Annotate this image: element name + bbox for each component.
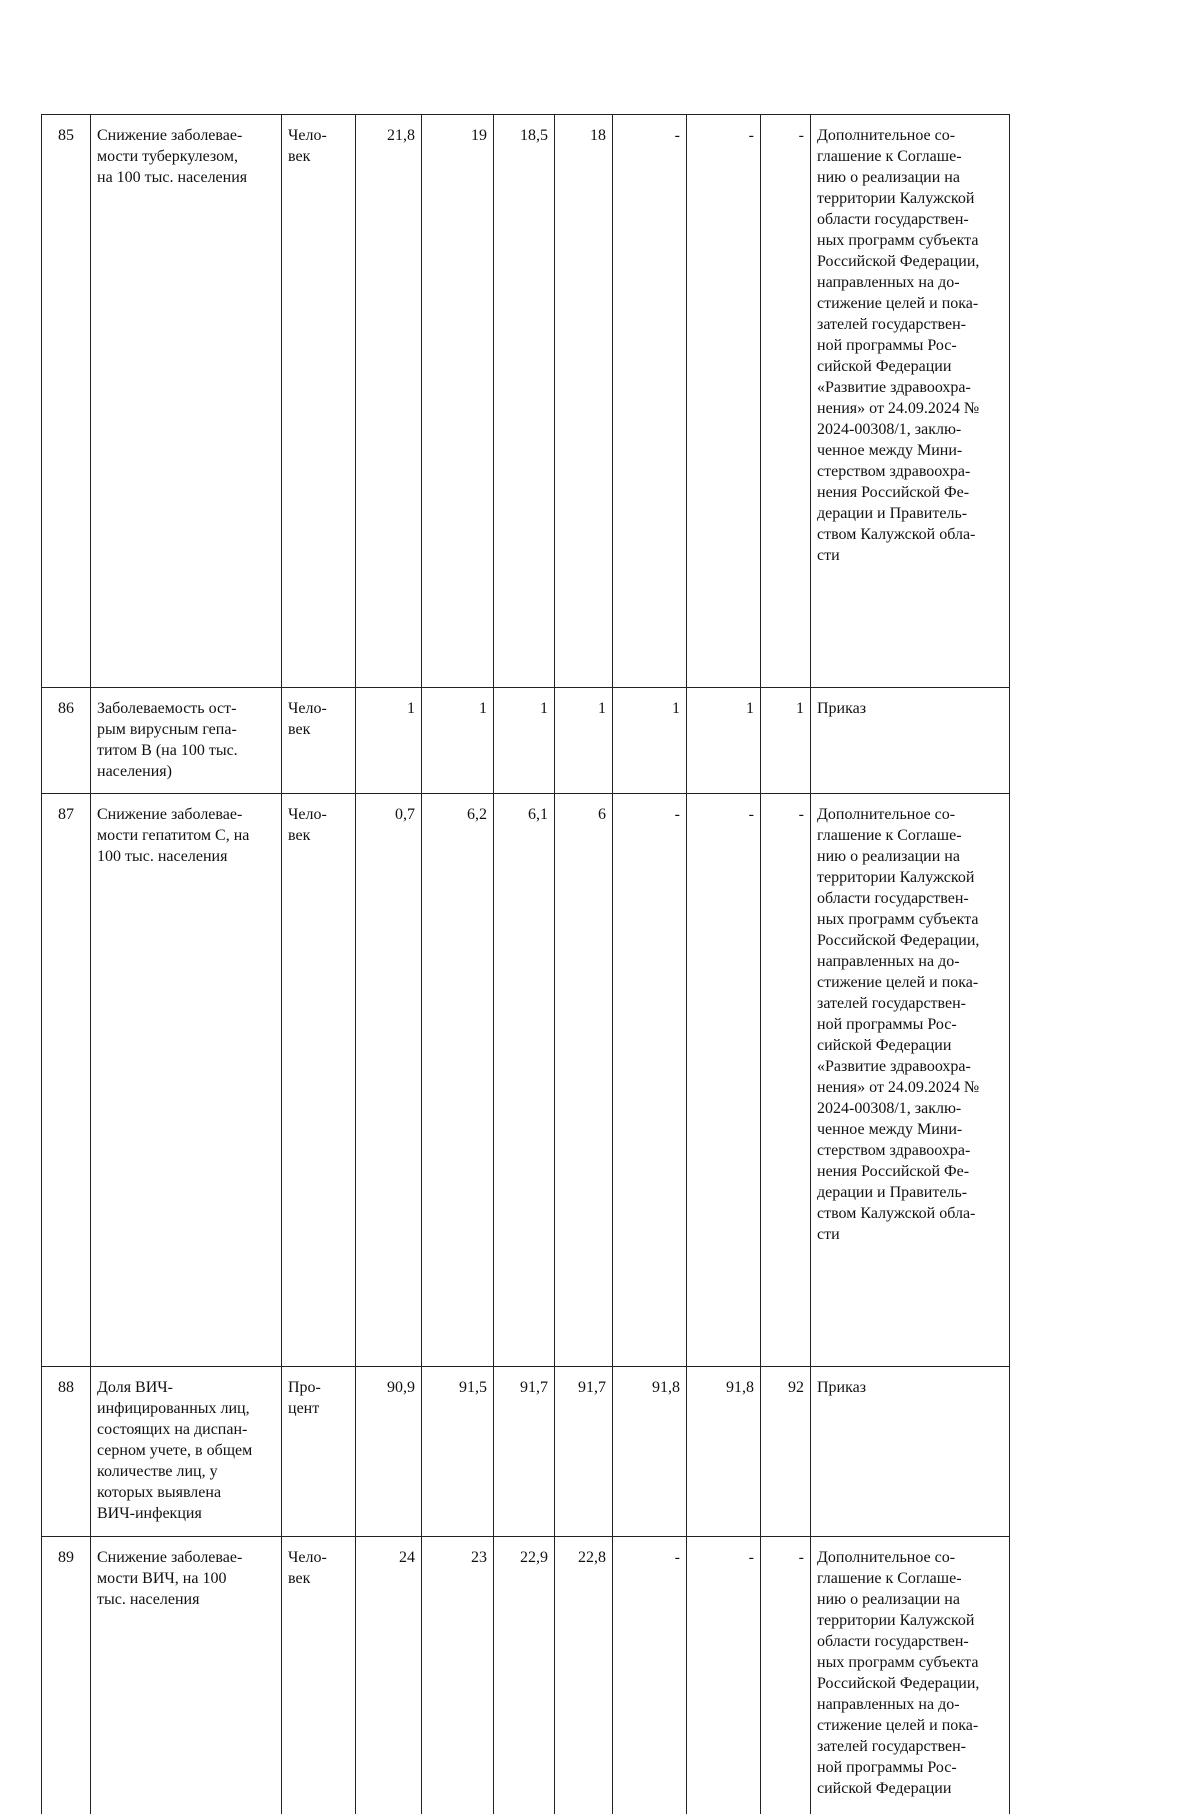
source-cell-line: нения» от 24.09.2024 № [817,1079,980,1096]
unit-cell-line: Чело- [288,1549,327,1566]
unit-cell-line: Про- [288,1379,321,1396]
value-cell: 19 [422,115,494,688]
table-row [42,115,1010,688]
source-cell-line: дерации и Правитель- [817,505,968,522]
indicator-name-line: рым вирусным гепа- [97,721,237,738]
value-cell: 91,5 [422,1367,494,1537]
indicator-name [91,688,282,794]
source-cell-line: «Развитие здравоохра- [817,379,971,396]
value-cell: 91,7 [494,1367,555,1537]
indicator-name-line: населения) [97,763,172,780]
value-cell: - [761,115,811,688]
row-number: 87 [42,794,91,1367]
source-cell-line: области государствен- [817,890,969,907]
value-cell: 91,7 [555,1367,613,1537]
table-row [42,794,1010,1367]
indicator-name-line: Снижение заболевае- [97,127,243,144]
value-cell: 1 [356,688,422,794]
value-cell: 22,8 [555,1537,613,1814]
value-cell: 24 [356,1537,422,1814]
source-cell [811,688,1010,794]
value-cell: 91,8 [687,1367,761,1537]
unit-cell [282,1537,356,1814]
source-cell-line: 2024-00308/1, заклю- [817,421,962,438]
value-cell: 23 [422,1537,494,1814]
value-cell: 91,8 [613,1367,687,1537]
value-cell: 0,7 [356,794,422,1367]
unit-cell-line: Чело- [288,127,327,144]
value-cell: 18,5 [494,115,555,688]
table-row [42,688,1010,794]
source-cell-line: глашение к Соглаше- [817,148,962,165]
source-cell-line: глашение к Соглаше- [817,1570,962,1587]
source-cell [811,1367,1010,1537]
source-cell [811,115,1010,688]
source-cell-line: сти [817,547,840,564]
source-cell-line: Российской Федерации, [817,253,980,270]
indicator-name-line: мости гепатитом С, на [97,827,250,844]
indicator-name [91,115,282,688]
row-number: 89 [42,1537,91,1814]
unit-cell-line: цент [288,1400,320,1417]
value-cell: 6 [555,794,613,1367]
source-cell-line: направленных на до- [817,1696,960,1713]
value-cell: 90,9 [356,1367,422,1537]
indicator-name-line: 100 тыс. населения [97,848,228,865]
source-cell-line: территории Калужской [817,1612,975,1629]
source-cell-line: Российской Федерации, [817,1675,980,1692]
source-cell [811,1537,1010,1814]
value-cell: 1 [687,688,761,794]
source-cell-line: Дополнительное со- [817,127,956,144]
indicator-name-line: серном учете, в общем [97,1442,253,1459]
source-cell-line: стерством здравоохра- [817,463,971,480]
source-cell-line: ной программы Рос- [817,1759,957,1776]
source-cell-line: зателей государствен- [817,1738,966,1755]
indicators-table [41,114,1010,1814]
source-cell-line: стижение целей и пока- [817,295,979,312]
source-cell-line: ством Калужской обла- [817,526,976,543]
indicator-name-line: титом В (на 100 тыс. [97,742,238,759]
table-row [42,1537,1010,1814]
row-number: 88 [42,1367,91,1537]
value-cell: - [761,794,811,1367]
source-cell-line: территории Калужской [817,869,975,886]
source-cell-line: нения Российской Фе- [817,484,970,501]
value-cell: - [613,794,687,1367]
indicator-name-line: мости туберкулезом, [97,148,238,165]
value-cell: 92 [761,1367,811,1537]
source-cell-line: ных программ субъекта [817,232,979,249]
unit-cell-line: Чело- [288,700,327,717]
source-cell-line: нения Российской Фе- [817,1163,970,1180]
source-cell-line: 2024-00308/1, заклю- [817,1100,962,1117]
indicator-name-line: мости ВИЧ, на 100 [97,1570,227,1587]
source-cell-line: зателей государствен- [817,995,966,1012]
row-number: 85 [42,115,91,688]
source-cell-line: ченное между Мини- [817,1121,963,1138]
source-cell-line: Российской Федерации, [817,932,980,949]
source-cell [811,794,1010,1367]
source-cell-line: ных программ субъекта [817,911,979,928]
source-cell-line: ной программы Рос- [817,1016,957,1033]
source-cell-line: дерации и Правитель- [817,1184,968,1201]
source-cell-line: Приказ [817,700,867,717]
source-cell-line: ной программы Рос- [817,337,957,354]
source-cell-line: ченное между Мини- [817,442,963,459]
source-cell-line: стижение целей и пока- [817,1717,979,1734]
indicator-name-line: Доля ВИЧ- [97,1379,173,1396]
value-cell: 22,9 [494,1537,555,1814]
indicator-name-line: состоящих на диспан- [97,1421,248,1438]
table-row [42,1367,1010,1537]
source-cell-line: глашение к Соглаше- [817,827,962,844]
indicator-name-line: которых выявлена [97,1484,222,1501]
indicator-name-line: инфицированных лиц, [97,1400,250,1417]
value-cell: 6,1 [494,794,555,1367]
source-cell-line: направленных на до- [817,274,960,291]
source-cell-line: территории Калужской [817,190,975,207]
value-cell: - [761,1537,811,1814]
source-cell-line: нию о реализации на [817,848,960,865]
value-cell: 1 [761,688,811,794]
indicator-name-line: на 100 тыс. населения [97,169,248,186]
value-cell: 21,8 [356,115,422,688]
unit-cell [282,688,356,794]
value-cell: - [613,1537,687,1814]
source-cell-line: сийской Федерации [817,1037,952,1054]
source-cell-line: Дополнительное со- [817,1549,956,1566]
unit-cell-line: век [288,827,311,844]
value-cell: - [613,115,687,688]
unit-cell [282,794,356,1367]
source-cell-line: ством Калужской обла- [817,1205,976,1222]
indicator-name-line: Снижение заболевае- [97,806,243,823]
source-cell-line: стерством здравоохра- [817,1142,971,1159]
indicator-name-line: ВИЧ-инфекция [97,1505,202,1522]
indicator-name [91,1367,282,1537]
indicator-name-line: количестве лиц, у [97,1463,218,1480]
value-cell: 1 [422,688,494,794]
source-cell-line: Приказ [817,1379,867,1396]
value-cell: 6,2 [422,794,494,1367]
unit-cell [282,115,356,688]
source-cell-line: сти [817,1226,840,1243]
source-cell-line: сийской Федерации [817,1780,952,1797]
unit-cell-line: Чело- [288,806,327,823]
value-cell: - [687,1537,761,1814]
unit-cell-line: век [288,1570,311,1587]
value-cell: 18 [555,115,613,688]
source-cell-line: стижение целей и пока- [817,974,979,991]
source-cell-line: «Развитие здравоохра- [817,1058,971,1075]
source-cell-line: области государствен- [817,211,969,228]
value-cell: - [687,115,761,688]
source-cell-line: области государствен- [817,1633,969,1650]
unit-cell [282,1367,356,1537]
source-cell-line: Дополнительное со- [817,806,956,823]
indicator-name [91,1537,282,1814]
indicator-name [91,794,282,1367]
indicator-name-line: Снижение заболевае- [97,1549,243,1566]
source-cell-line: направленных на до- [817,953,960,970]
source-cell-line: зателей государствен- [817,316,966,333]
unit-cell-line: век [288,721,311,738]
value-cell: 1 [494,688,555,794]
value-cell: - [687,794,761,1367]
value-cell: 1 [555,688,613,794]
source-cell-line: сийской Федерации [817,358,952,375]
unit-cell-line: век [288,148,311,165]
value-cell: 1 [613,688,687,794]
source-cell-line: нию о реализации на [817,169,960,186]
indicator-name-line: Заболеваемость ост- [97,700,237,717]
indicator-name-line: тыс. населения [97,1591,200,1608]
row-number: 86 [42,688,91,794]
source-cell-line: ных программ субъекта [817,1654,979,1671]
source-cell-line: нию о реализации на [817,1591,960,1608]
source-cell-line: нения» от 24.09.2024 № [817,400,980,417]
